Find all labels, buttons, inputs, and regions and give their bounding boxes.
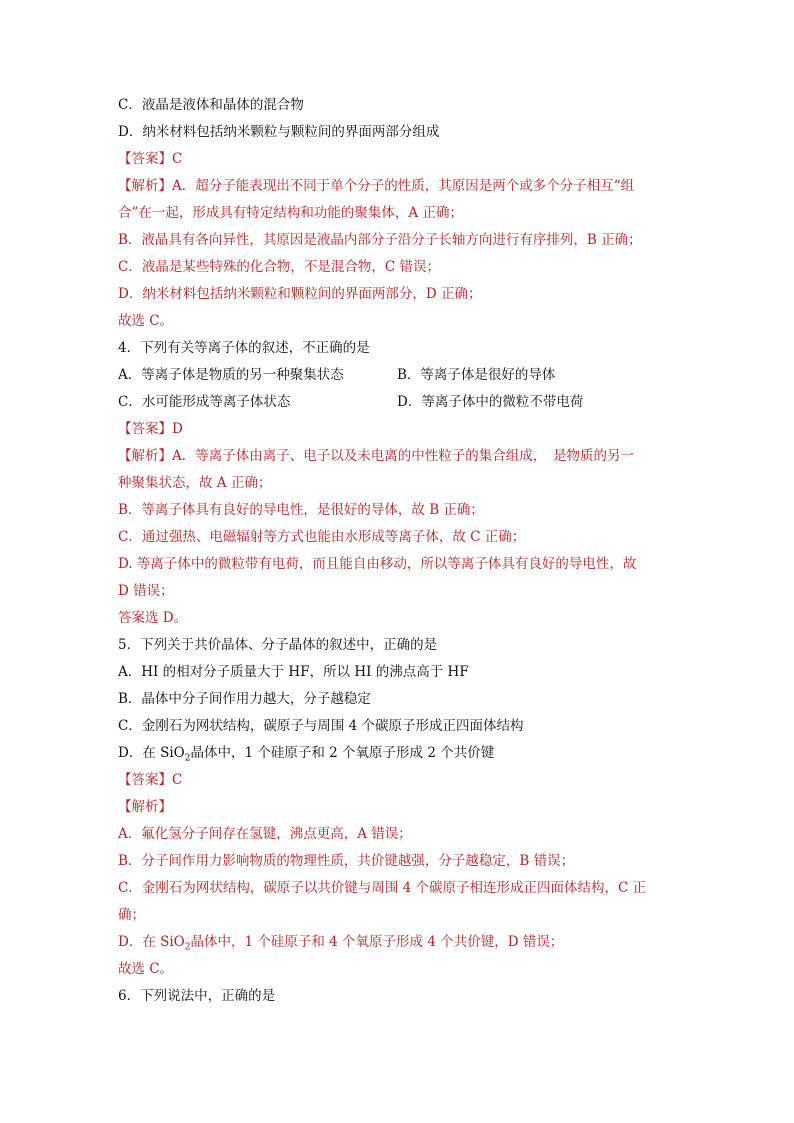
q4-option-c: C．水可能形成等离子体状态: [118, 394, 291, 410]
q3-answer: 【答案】C: [118, 151, 183, 167]
q4-analysis-line1: 【解析】A．等离子体由离子、电子以及未电离的中性粒子的集合组成， 是物质的另一: [118, 448, 634, 464]
q5-conclusion: 故选 C。: [118, 961, 174, 977]
q5-option-b: B．晶体中分子间作用力越大，分子越稳定: [118, 691, 371, 707]
q5-analysis-b: B．分子间作用力影响物质的物理性质，共价键越强，分子越稳定，B 错误；: [118, 853, 575, 869]
q4-conclusion: 答案选 D。: [118, 610, 188, 626]
q3-analysis-c: C．液晶是某些特殊的化合物，不是混合物，C 错误；: [118, 259, 440, 275]
q4-analysis-c: C．通过强热、电磁辐射等方式也能由水形成等离子体，故 C 正确；: [118, 529, 526, 545]
q5-stem: 5．下列关于共价晶体、分子晶体的叙述中，正确的是: [118, 637, 438, 653]
q3-analysis-line1: 【解析】A．超分子能表现出不同于单个分子的性质，其原因是两个或多个分子相互“组: [118, 178, 635, 194]
q3-option-d: D．纳米材料包括纳米颗粒与颗粒间的界面两部分组成: [118, 124, 440, 140]
q5-option-c: C．金刚石为网状结构，碳原子与周围 4 个碳原子形成正四面体结构: [118, 718, 524, 734]
q5-analysis-heading: 【解析】: [118, 799, 172, 815]
q4-option-b: B．等离子体是很好的导体: [397, 367, 556, 383]
q5-analysis-c-line2: 确；: [118, 907, 145, 923]
q5-option-d: D．在 SiO$_2$晶体中，1 个硅原子和 2 个氧原子形成 2 个共价键: [118, 745, 495, 764]
q4-option-d: D．等离子体中的微粒不带电荷: [397, 394, 584, 410]
q4-analysis-d-line2: D 错误；: [118, 583, 174, 599]
q3-conclusion: 故选 C。: [118, 313, 174, 329]
q5-analysis-d: D．在 SiO$_2$晶体中，1 个硅原子和 4 个氧原子形成 4 个共价键，D 错误；: [118, 934, 564, 953]
q4-analysis-b: B．等离子体具有良好的导电性，是很好的导体，故 B 正确；: [118, 502, 484, 518]
q4-stem: 4．下列有关等离子体的叙述，不正确的是: [118, 340, 370, 356]
q5-analysis-c-line1: C．金刚石为网状结构，碳原子以共价键与周围 4 个碳原子相连形成正四面体结构，C 正: [118, 880, 647, 896]
q4-analysis-line2: 种聚集状态，故 A 正确；: [118, 475, 272, 491]
q3-analysis-d: D．纳米材料包括纳米颗粒和颗粒间的界面两部分，D 正确；: [118, 286, 482, 302]
q6-stem: 6．下列说法中，正确的是: [118, 988, 276, 1004]
q3-analysis-line2: 合”在一起，形成具有特定结构和功能的聚集体，A 正确；: [118, 205, 463, 221]
q4-option-a: A．等离子体是物质的另一种聚集状态: [118, 367, 344, 383]
q5-analysis-a: A．氟化氢分子间存在氢键，沸点更高，A 错误；: [118, 826, 412, 842]
q5-option-a: A．HI 的相对分子质量大于 HF，所以 HI 的沸点高于 HF: [118, 664, 469, 680]
q4-analysis-d-line1: D. 等离子体中的微粒带有电荷，而且能自由移动，所以等离子体具有良好的导电性，故: [118, 556, 637, 572]
q3-option-c: C．液晶是液体和晶体的混合物: [118, 97, 304, 113]
q4-answer: 【答案】D: [118, 421, 183, 437]
q3-analysis-b: B．液晶具有各向异性，其原因是液晶内部分子沿分子长轴方向进行有序排列，B 正确；: [118, 232, 642, 248]
q5-answer: 【答案】C: [118, 772, 183, 788]
